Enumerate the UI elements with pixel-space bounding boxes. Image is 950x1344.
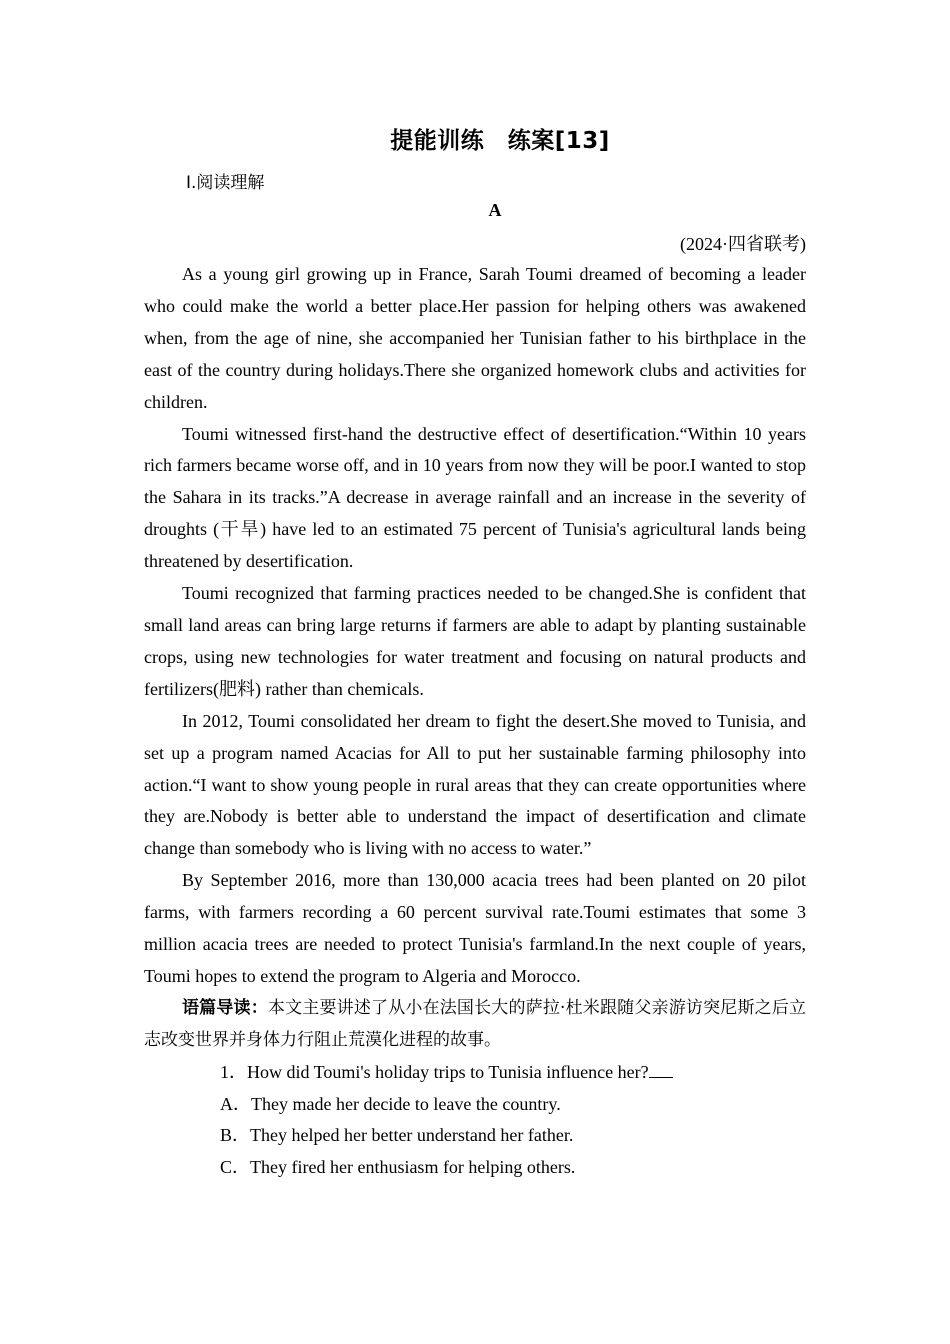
source-note: (2024·四省联考): [680, 234, 806, 254]
question-text: 1．How did Toumi's holiday trips to Tunisia influence her?: [220, 1061, 649, 1082]
answer-blank: [649, 1061, 673, 1078]
paragraph: By September 2016, more than 130,000 acacia trees had been planted on 20 pilot farms, with farmers recording a 60 percent survival rate.Toumi estimates that some 3 million acacia trees are needed to protect Tunisia's farmland.In the next couple of years, Toumi hopes to extend the program to Algeria and Morocco.: [144, 870, 806, 986]
paragraph: Toumi witnessed first-hand the destructive effect of desertification.“Within 10 years rich farmers became worse off, and in 10 years from now they will be poor.I wanted to stop the Sahara in its tracks.”A decrease in average rainfall and an increase in the severity of droughts (干旱) have led to an estimated 75 percent of Tunisia's agricultural lands being threatened by desertification.: [144, 423, 806, 572]
passage-label: A: [488, 200, 502, 220]
answer-option: C．They fired her enthusiasm for helping others.: [220, 1157, 576, 1178]
section-heading: Ⅰ.阅读理解: [186, 173, 265, 193]
reading-guide-text: 本文主要讲述了从小在法国长大的萨拉·杜米跟随父亲游访突尼斯之后立志改变世界并身体力行阻止荒漠化进程的故事。: [144, 997, 807, 1050]
question: [144, 1057, 806, 1089]
page-title: 提能训练 练案[13]: [390, 128, 610, 154]
paragraph: Toumi recognized that farming practices needed to be changed.She is confident that small land areas can bring large returns if farmers are able to adapt by planting sustainable crops, using new technologies for water treatment and focusing on natural products and fertilizers(肥料) rather than chemicals.: [144, 583, 806, 699]
reading-guide: [144, 993, 806, 1057]
answer-option: A．They made her decide to leave the country.: [220, 1093, 561, 1114]
paragraph: In 2012, Toumi consolidated her dream to fight the desert.She moved to Tunisia, and set up a program named Acacias for All to put her sustainable farming philosophy into action.“I want to show young people in rural areas that they can create opportunities where they are.Nobody is better able to understand the impact of desertification and climate change than somebody who is living with no access to water.”: [144, 710, 806, 859]
reading-guide-label: 语篇导读：: [182, 997, 268, 1018]
answer-option: B．They helped her better understand her father.: [220, 1125, 574, 1146]
passage-body: [144, 259, 806, 1184]
paragraph: As a young girl growing up in France, Sarah Toumi dreamed of becoming a leader who could make the world a better place.Her passion for helping others was awakened when, from the age of nine, she accompanied her Tunisian father to his birthplace in the east of the country during holidays.There she organized homework clubs and activities for children.: [144, 264, 806, 412]
